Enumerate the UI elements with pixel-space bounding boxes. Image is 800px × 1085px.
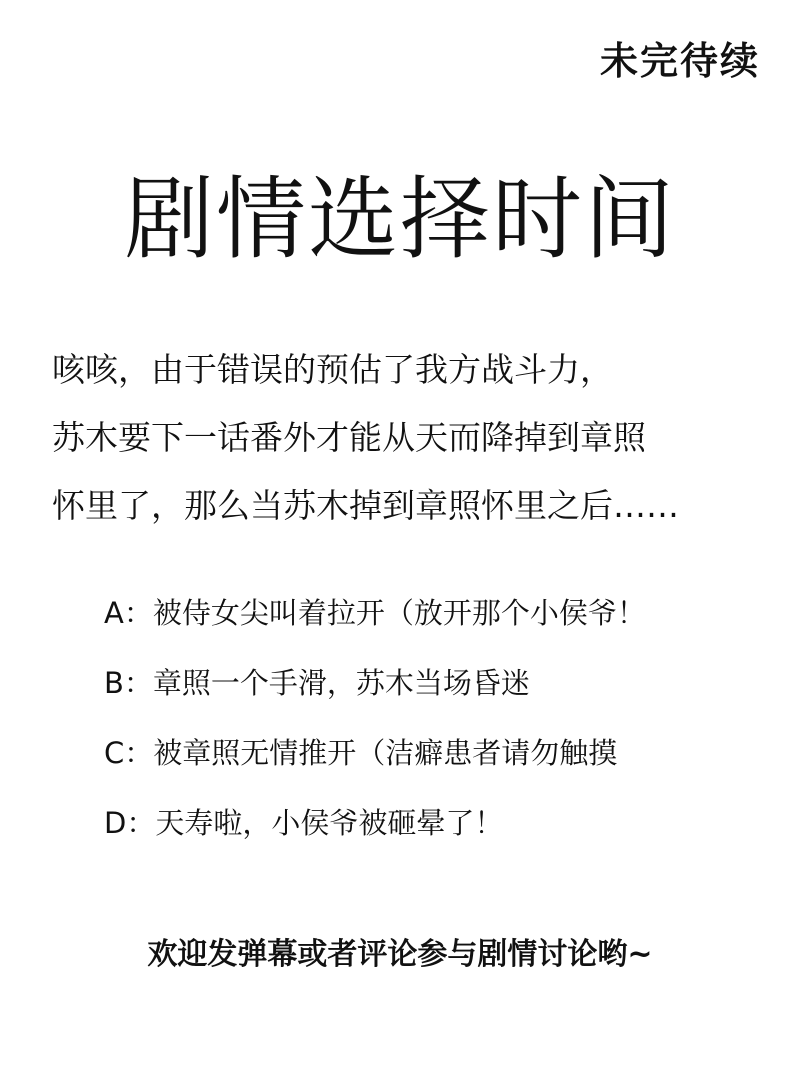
intro-line: 怀里了，那么当苏木掉到章照怀里之后…… — [52, 486, 679, 525]
footer-invitation: 欢迎发弹幕或者评论参与剧情讨论哟~ — [147, 937, 653, 972]
page-title: 剧情选择时间 — [124, 167, 676, 272]
option-d: D：天寿啦，小侯爷被砸晕了！ — [104, 806, 504, 840]
option-a: A：被侍女尖叫着拉开（放开那个小侯爷！ — [104, 596, 646, 630]
option-c: C：被章照无情推开（洁癖患者请勿触摸 — [104, 736, 618, 770]
intro-line: 苏木要下一话番外才能从天而降掉到章照 — [52, 418, 646, 457]
option-list — [104, 578, 784, 858]
intro-line: 咳咳，由于错误的预估了我方战斗力， — [52, 350, 613, 389]
to-be-continued-note: 未完待续 — [599, 39, 760, 83]
intro-paragraph — [52, 336, 772, 540]
option-b: B：章照一个手滑，苏木当场昏迷 — [104, 666, 530, 700]
